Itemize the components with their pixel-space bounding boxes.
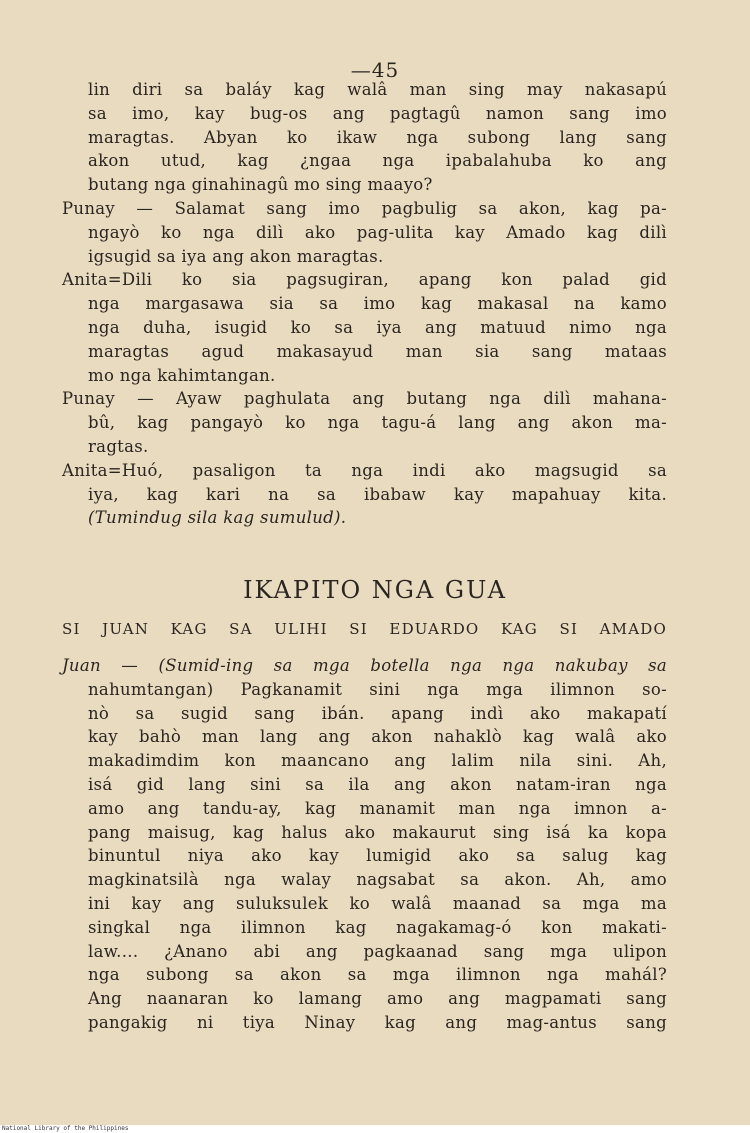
- page-number: —45: [350, 58, 400, 82]
- text-line: lin diri sa baláy kag walâ man sing may nakasapú: [88, 80, 667, 99]
- text-line: igsugid sa iya ang akon maragtas.: [88, 246, 384, 266]
- speaker-line: Anita=Huó, pasaligon ta nga indi ako magsugid sa: [62, 460, 667, 480]
- stage-direction: (Tumindug sila kag sumulud).: [88, 508, 347, 528]
- text-line: ini kay ang suluksulek ko walâ maanad sa mga ma: [88, 893, 667, 913]
- text-line: maragtas. Abyan ko ikaw nga subong lang sang: [88, 127, 667, 147]
- dialogue-block-2: [62, 654, 667, 1035]
- text-line: maragtas agud makasayud man sia sang mataas: [88, 341, 667, 361]
- text-line: isá gid lang sini sa ila ang akon natam-iran nga: [88, 774, 667, 794]
- text-line: ragtas.: [88, 436, 149, 456]
- text-line: amo ang tandu-ay, kag manamit man nga imnon a-: [88, 798, 667, 818]
- text-line: pangakig ni tiya Ninay kag ang mag-antus sang: [88, 1012, 667, 1032]
- text-line: makadimdim kon maancano ang lalim nila sini. Ah,: [88, 751, 667, 771]
- text-line: singkal nga ilimnon kag nagakamag-ó kon makati-: [88, 917, 667, 937]
- text-line: pang maisug, kag halus ako makaurut sing isá ka kopa: [88, 822, 667, 842]
- text-line: nga subong sa akon sa mga ilimnon nga mahál?: [88, 965, 667, 985]
- text-line: mo nga kahimtangan.: [88, 365, 276, 385]
- text-line: akon utud, kag ¿ngaa nga ipabalahuba ko ang: [88, 151, 667, 171]
- text-line: magkinatsilà nga walay nagsabat sa akon. Ah, amo: [88, 870, 667, 890]
- speaker-line: Anita=Dili ko sia pagsugiran, apang kon palad gid: [62, 270, 667, 290]
- text-line: binuntul niya ako kay lumigid ako sa salug kag: [88, 846, 667, 866]
- text-line: iya, kag kari na sa ibabaw kay mapahuay kita.: [88, 484, 667, 504]
- text-line: sa imo, kay bug-os ang pagtagû namon sang imo: [88, 103, 667, 123]
- text-line: nahumtangan) Pagkanamit sini nga mga ilimnon so-: [88, 679, 667, 699]
- speaker-line: Juan — (Sumid-ing sa mga botella nga nga nakubay sa: [62, 656, 667, 675]
- text-line: kay bahò man lang ang akon nahaklò kag walâ ako: [88, 727, 667, 747]
- text-line: nga duha, isugid ko sa iya ang matuud nimo nga: [88, 317, 667, 337]
- text-line: nò sa sugid sang ibán. apang indì ako makapatí: [88, 703, 667, 723]
- text-line: nga margasawa sia sa imo kag makasal na kamo: [88, 294, 667, 314]
- dialogue-block-1: [62, 78, 667, 530]
- scene-subheading: SI JUAN KAG SA ULIHI SI EDUARDO KAG SI AMADO: [62, 620, 667, 638]
- scene-heading: IKAPITO NGA GUA: [243, 576, 507, 604]
- text-line: ngayò ko nga dilì ako pag-ulita kay Amado kag dilì: [88, 222, 667, 242]
- text-line: Ang naanaran ko lamang amo ang magpamati sang: [88, 989, 667, 1009]
- speaker-line: Punay — Salamat sang imo pagbulig sa akon, kag pa-: [62, 198, 667, 218]
- library-watermark: National Library of the Philippines: [0, 1125, 750, 1133]
- text-line: butang nga ginahinagû mo sing maayo?: [88, 175, 433, 195]
- speaker-line: Punay — Ayaw paghulata ang butang nga dilì mahana-: [62, 389, 667, 409]
- text-line: law.... ¿Anano abi ang pagkaanad sang mga ulipon: [88, 941, 667, 961]
- text-line: bû, kag pangayò ko nga tagu-á lang ang akon ma-: [88, 413, 667, 433]
